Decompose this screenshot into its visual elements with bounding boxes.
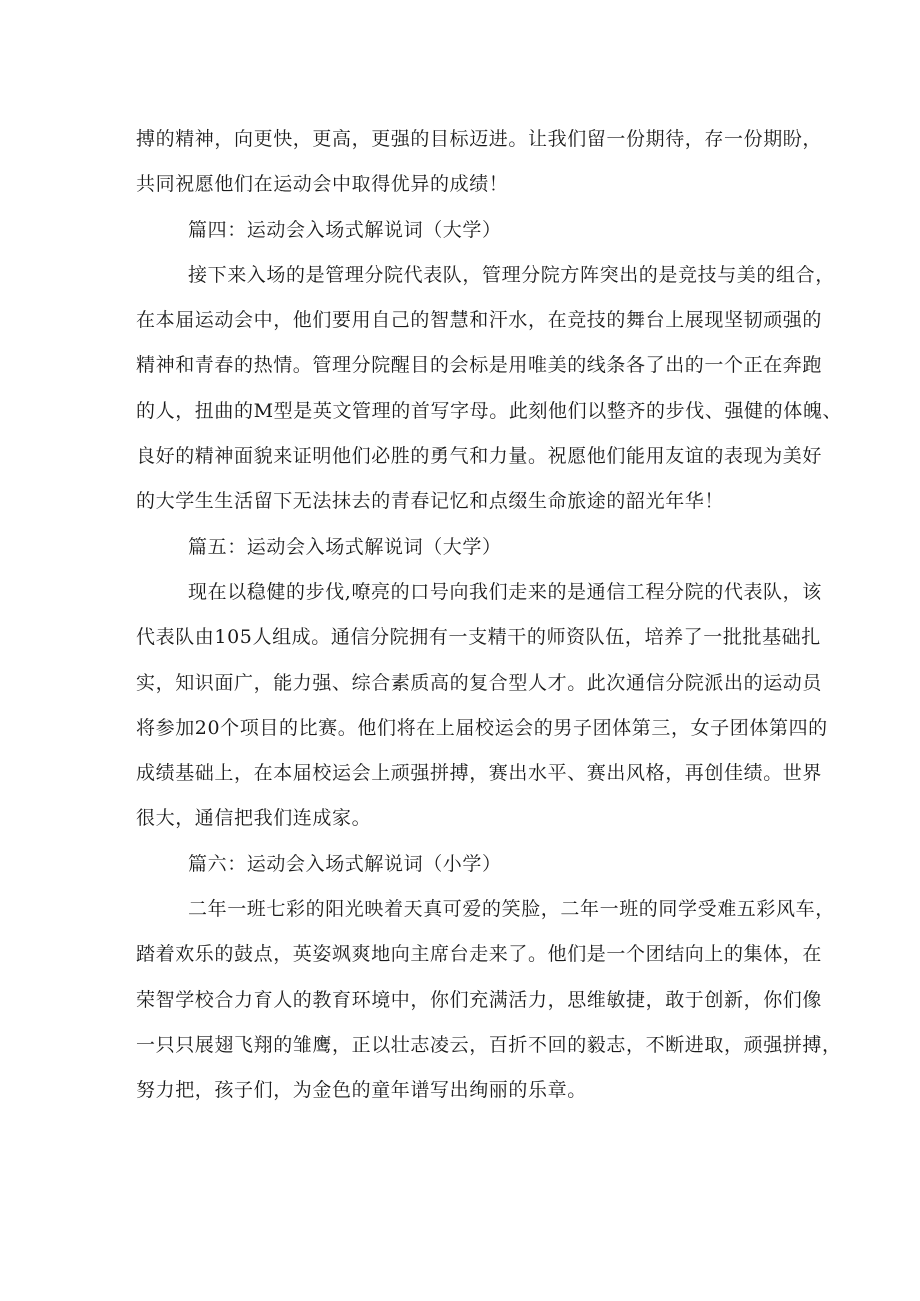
document-body xyxy=(136,117,843,1114)
paragraph-line: 代表队由105人组成。通信分院拥有一支精干的师资队伍，培养了一批批基础扎 xyxy=(136,626,821,649)
intro-paragraph xyxy=(136,117,823,208)
section-heading: 篇五：运动会入场式解说词（大学） xyxy=(188,535,502,558)
section-5 xyxy=(136,525,828,842)
paragraph-line: 实，知识面广，能力强、综合素质高的复合型人才。此次通信分院派出的运动员 xyxy=(136,671,823,694)
paragraph-line: 接下来入场的是管理分院代表队，管理分院方阵突出的是竞技与美的组合， xyxy=(188,263,835,286)
paragraph-line: 在本届运动会中，他们要用自己的智慧和汗水，在竞技的舞台上展现坚韧顽强的 xyxy=(136,309,823,332)
paragraph-line: 搏的精神，向更快，更高，更强的目标迈进。让我们留一份期待，存一份期盼， xyxy=(136,128,823,150)
paragraph-line: 现在以稳健的步伐,嘹亮的口号向我们走来的是通信工程分院的代表队，该 xyxy=(188,580,822,603)
paragraph-line: 成绩基础上，在本届校运会上顽强拼搏，赛出水平、赛出风格，再创佳绩。世界 xyxy=(136,762,823,785)
paragraph-line: 的大学生生活留下无法抹去的青春记忆和点缀生命旅途的韶光年华！ xyxy=(136,490,725,513)
paragraph-line: 的人，扭曲的M型是英文管理的首写字母。此刻他们以整齐的步伐、强健的体魄、 xyxy=(136,399,843,422)
section-heading: 篇四：运动会入场式解说词（大学） xyxy=(188,218,502,241)
paragraph-line: 将参加20个项目的比赛。他们将在上届校运会的男子团体第三，女子团体第四的 xyxy=(136,716,828,739)
section-heading: 篇六：运动会入场式解说词（小学） xyxy=(188,852,502,875)
paragraph-line: 良好的精神面貌来证明他们必胜的勇气和力量。祝愿他们能用友谊的表现为美好 xyxy=(136,445,823,468)
section-6 xyxy=(136,842,842,1114)
paragraph-line: 一只只展翅飞翔的雏鹰，正以壮志凌云，百折不回的毅志，不断进取，顽强拼搏， xyxy=(136,1033,842,1056)
paragraph-line: 努力把，孩子们，为金色的童年谱写出绚丽的乐章。 xyxy=(136,1079,587,1102)
paragraph-line: 踏着欢乐的鼓点，英姿飒爽地向主席台走来了。他们是一个团结向上的集体，在 xyxy=(136,943,823,966)
paragraph-line: 精神和青春的热情。管理分院醒目的会标是用唯美的线条各了出的一个正在奔跑 xyxy=(136,354,823,377)
paragraph-line: 很大，通信把我们连成家。 xyxy=(136,807,372,830)
paragraph-line: 荣智学校合力育人的教育环境中，你们充满活力，思维敏捷，敢于创新，你们像 xyxy=(136,988,823,1011)
paragraph-line: 二年一班七彩的阳光映着天真可爱的笑脸，二年一班的同学受难五彩风车， xyxy=(188,898,835,921)
section-4 xyxy=(136,208,843,525)
paragraph-line: 共同祝愿他们在运动会中取得优异的成绩！ xyxy=(136,173,509,196)
